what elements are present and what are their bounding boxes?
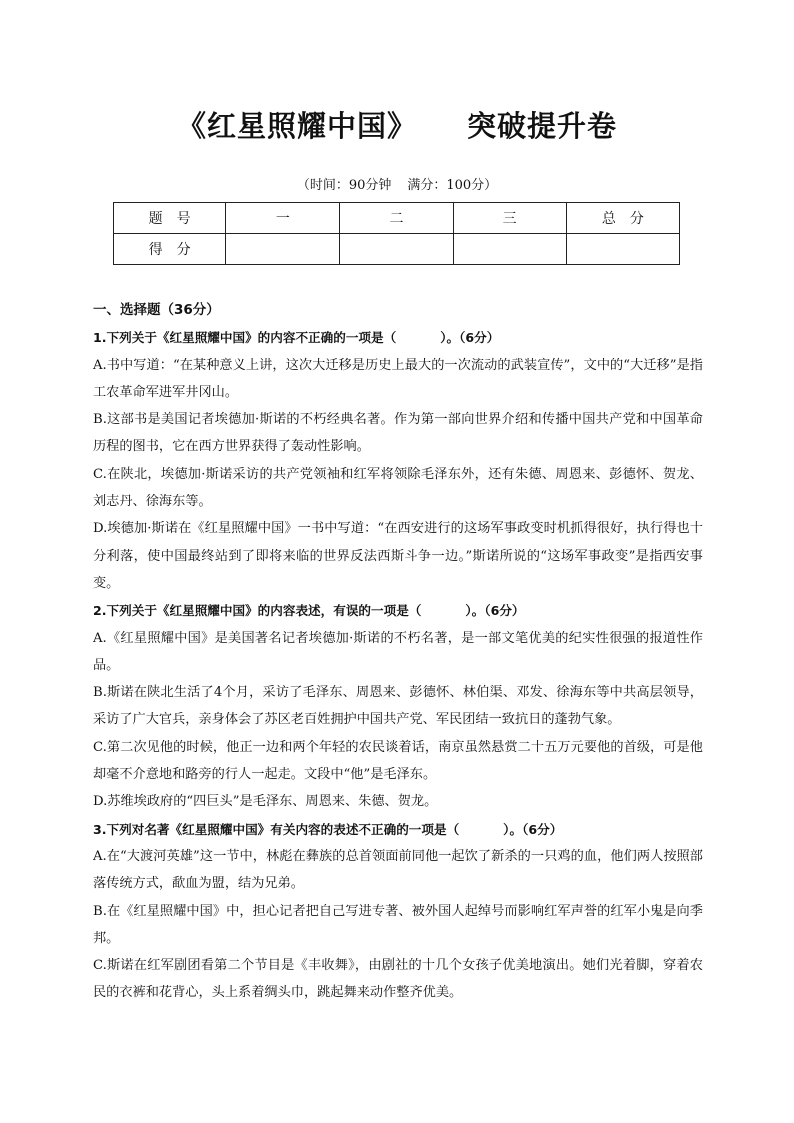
exam-time: （时间：90分钟 <box>296 178 392 193</box>
option-a: A.《红星照耀中国》是美国著名记者埃德加·斯诺的不朽名著，是一部文笔优美的纪实性很强的报道性作品。 <box>93 630 703 673</box>
score-table-row-label: 得 分 <box>114 234 226 265</box>
option-b: B.在《红星照耀中国》中，担心记者把自己写进专著、被外国人起绰号而影响红军声誉的红军小鬼是向季邦。 <box>93 903 703 946</box>
title-paper-name: 突破提升卷 <box>467 109 618 143</box>
score-table-header-cell: 题 号 <box>114 203 226 234</box>
option-b: B.这部书是美国记者埃德加·斯诺的不朽经典名著。作为第一部向世界介绍和传播中国共产党和中国革命历程的图书，它在西方世界获得了轰动性影响。 <box>93 412 703 455</box>
page-title <box>0 104 794 145</box>
question-1 <box>93 324 703 597</box>
score-table-header-cell: 二 <box>340 203 453 234</box>
score-table-score-row <box>114 234 680 265</box>
option-d: D.苏维埃政府的“四巨头”是毛泽东、周恩来、朱德、贺龙。 <box>93 794 438 810</box>
title-book-name: 《红星照耀中国》 <box>176 109 417 143</box>
option-d: D.埃德加·斯诺在《红星照耀中国》一书中写道：“在西安进行的这场军事政变时机抓得很好，执行得也十分利落，使中国最终站到了即将来临的世界反法西斯斗争一边。”斯诺所说的“这场军事政变”是指西安事变。 <box>93 521 703 591</box>
question-3 <box>93 816 703 1007</box>
option-a: A.在“大渡河英雄”这一节中，林彪在彝族的总首领面前同他一起饮了新杀的一只鸡的血，他们两人按照部落传统方式，歃血为盟，结为兄弟。 <box>93 848 703 892</box>
score-table <box>113 202 680 265</box>
option-a: A.书中写道：“在某种意义上讲，这次大迁移是历史上最大的一次流动的武装宣传”，文中的“大迁移”是指工农革命军进军井冈山。 <box>93 357 703 400</box>
score-table-header-cell: 总 分 <box>566 203 679 234</box>
score-cell-part2[interactable] <box>340 234 453 265</box>
section-heading: 一、选择题（36分） <box>93 302 220 318</box>
score-table-header-cell: 三 <box>453 203 566 234</box>
exam-info <box>0 174 794 193</box>
question-stem: 2.下列关于《红星照耀中国》的内容表述，有误的一项是（ ）。（6分） <box>93 603 525 619</box>
option-c: C.在陕北，埃德加·斯诺采访的共产党领袖和红军将领除毛泽东外，还有朱德、周恩来、彭德怀、贺龙、刘志丹、徐海东等。 <box>93 466 703 510</box>
score-cell-part3[interactable] <box>453 234 566 265</box>
question-stem: 1.下列关于《红星照耀中国》的内容不正确的一项是（ ）。（6分） <box>93 330 500 346</box>
score-table-header-row <box>114 203 680 234</box>
option-c: C.斯诺在红军剧团看第二个节目是《丰收舞》，由剧社的十几个女孩子优美地演出。她们光着脚，穿着农民的衣裤和花背心，头上系着绸头巾，跳起舞来动作整齐优美。 <box>93 958 703 1001</box>
score-cell-total[interactable] <box>566 234 679 265</box>
exam-content <box>93 297 703 1007</box>
score-cell-part1[interactable] <box>226 234 340 265</box>
option-b: B.斯诺在陕北生活了4个月，采访了毛泽东、周恩来、彭德怀、林伯渠、邓发、徐海东等中共高层领导，采访了广大官兵，亲身体会了苏区老百姓拥护中国共产党、军民团结一致抗日的蓬勃气象。 <box>93 685 703 728</box>
score-table-header-cell: 一 <box>226 203 340 234</box>
question-stem: 3.下列对名著《红星照耀中国》有关内容的表述不正确的一项是（ ）。（6分） <box>93 821 563 837</box>
option-c: C.第二次见他的时候，他正一边和两个年轻的农民谈着话，南京虽然悬赏二十五万元要他的首级，可是他却毫不介意地和路旁的行人一起走。文段中“他”是毛泽东。 <box>93 739 703 783</box>
question-2 <box>93 597 703 815</box>
exam-full-score: 满分：100分） <box>407 178 498 193</box>
